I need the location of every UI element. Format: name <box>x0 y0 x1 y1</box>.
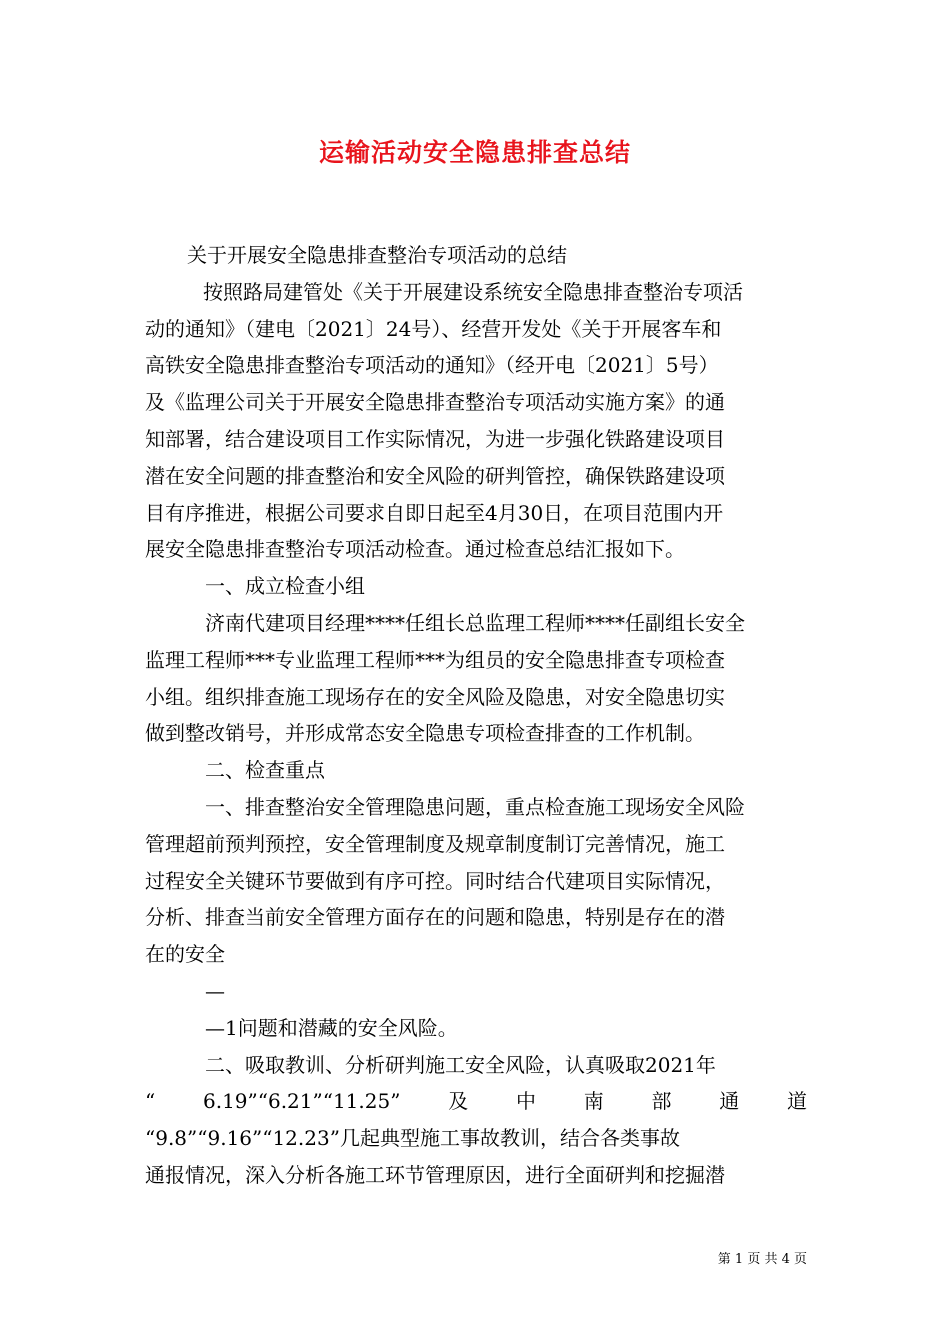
paragraph-line: 动的通知》（建电〔2021〕24号）、经营开发处《关于开展客车和 <box>145 316 722 341</box>
paragraph-line: 通报情况，深入分析各施工环节管理原因，进行全面研判和挖掘潜 <box>145 1162 725 1187</box>
paragraph-line: 在的安全 <box>145 942 225 967</box>
paragraph-line: 二、检查重点 <box>205 758 325 783</box>
paragraph-line: 按照路局建管处《关于开展建设系统安全隐患排查整治专项活 <box>203 279 743 304</box>
paragraph-line: 一、排查整治安全管理隐患问题，重点检查施工现场安全风险 <box>205 794 745 819</box>
paragraph-line: 目有序推进，根据公司要求自即日起至4月30日，在项目范围内开 <box>145 500 724 525</box>
page-number: 第 1 页 共 4 页 <box>717 1252 807 1267</box>
paragraph-line: 关于开展安全隐患排查整治专项活动的总结 <box>187 243 567 267</box>
paragraph-line: “9.8”“9.16”“12.23”几起典型施工事故教训，结合各类事故 <box>145 1126 680 1151</box>
paragraph-line: 二、吸取教训、分析研判施工安全风险，认真吸取2021年 <box>205 1052 716 1077</box>
document-title: 运输活动安全隐患排查总结 <box>318 138 631 167</box>
paragraph-line: 展安全隐患排查整治专项活动检查。通过检查总结汇报如下。 <box>145 537 685 562</box>
paragraph-line: 做到整改销号，并形成常态安全隐患专项检查排查的工作机制。 <box>145 721 705 746</box>
paragraph-line: — <box>205 978 225 1003</box>
paragraph-line: 知部署，结合建设项目工作实际情况，为进一步强化铁路建设项目 <box>145 426 725 451</box>
paragraph-line: 潜在安全问题的排查整治和安全风险的研判管控，确保铁路建设项 <box>145 463 725 488</box>
paragraph-line: 高铁安全隐患排查整治专项活动的通知》（经开电〔2021〕5号） <box>145 353 719 378</box>
paragraph-line: “ 6.19”“6.21”“11.25” 及 中 南 部 通 道 <box>145 1089 807 1114</box>
paragraph-line: 小组。组织排查施工现场存在的安全风险及隐患，对安全隐患切实 <box>145 684 725 709</box>
paragraph-line: 监理工程师***专业监理工程师***为组员的安全隐患排查专项检查 <box>145 647 725 672</box>
paragraph-line: 济南代建项目经理****任组长总监理工程师****任副组长安全 <box>205 610 745 635</box>
paragraph-line: —1问题和潜藏的安全风险。 <box>205 1015 458 1040</box>
paragraph-line: 过程安全关键环节要做到有序可控。同时结合代建项目实际情况， <box>145 868 725 893</box>
paragraph-line: 管理超前预判预控，安全管理制度及规章制度制订完善情况，施工 <box>145 831 725 856</box>
paragraph-line: 及《监理公司关于开展安全隐患排查整治专项活动实施方案》的通 <box>145 390 725 415</box>
document-body <box>145 237 807 1194</box>
paragraph-line: 分析、排查当前安全管理方面存在的问题和隐患，特别是存在的潜 <box>145 905 725 930</box>
paragraph-line: 一、成立检查小组 <box>205 574 365 599</box>
